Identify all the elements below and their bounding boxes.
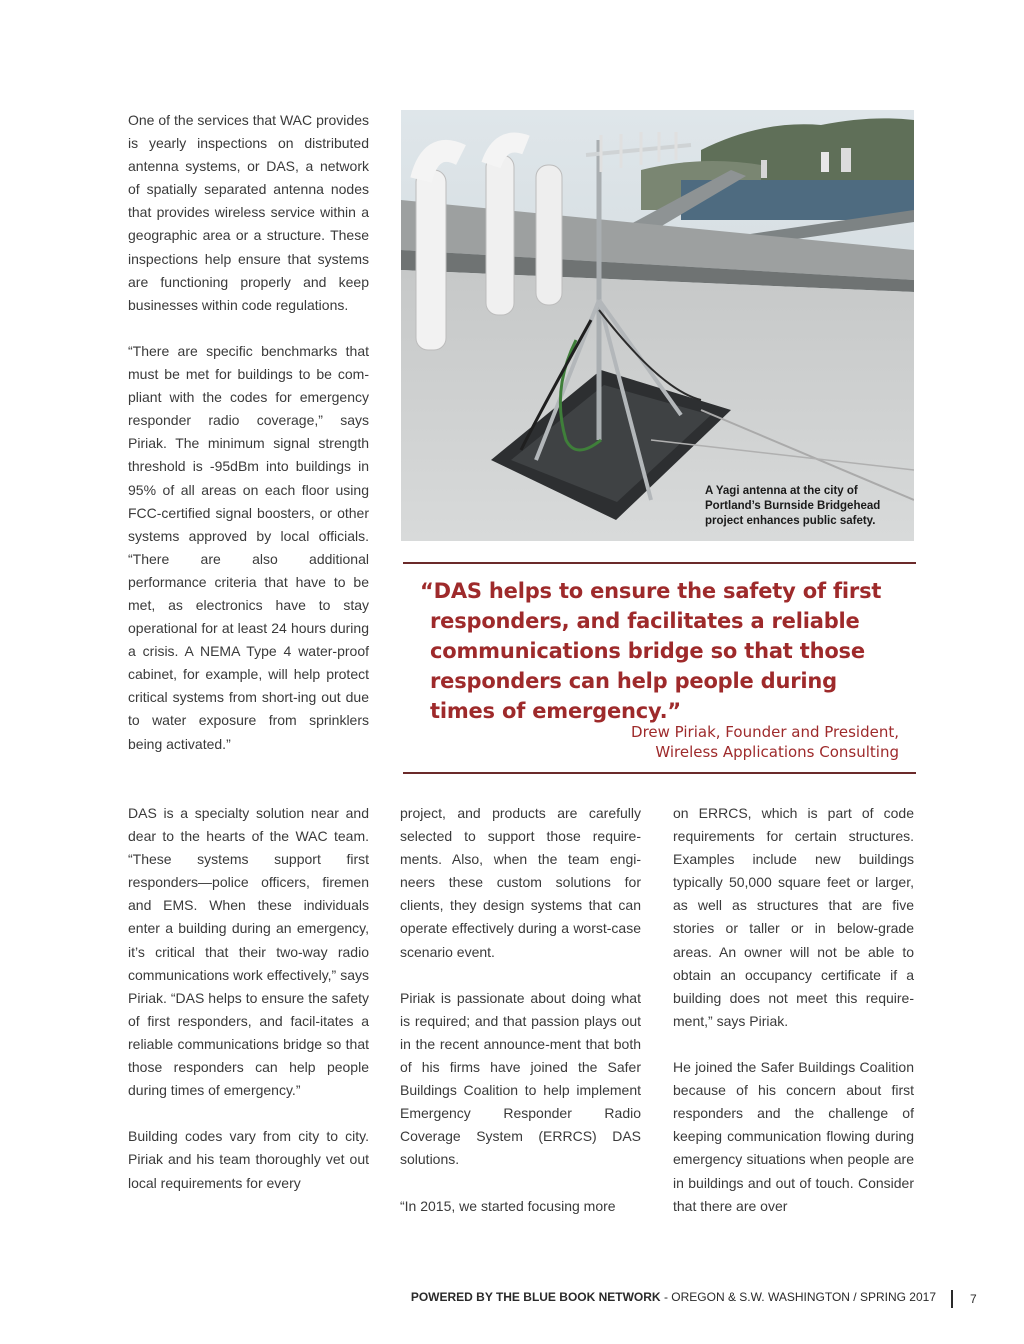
footer-edition: - OREGON & S.W. WASHINGTON / SPRING 2017 — [660, 1290, 936, 1304]
body-paragraph: DAS is a specialty solution near and dear to the hearts of the WAC team. “These systems support first responders—police officers, firemen and EMS. When these individuals enter a building during an emergency, it’s critical that their two-way radio communications work effectively,” says Piriak. “DAS helps to ensure the safety of first responders, and facil-itates a reliable communications bridge so that those responders can help people during times of emergency.” — [128, 805, 369, 1099]
antenna-photo — [401, 110, 914, 541]
body-column-2 — [400, 802, 641, 1218]
body-column-1 — [128, 802, 369, 1195]
page-number: 7 — [970, 1292, 977, 1306]
body-column-3 — [673, 802, 914, 1218]
body-paragraph: project, and products are carefully selected to support those require-ments. Also, when the team engi-neers these custom solutions for clients, they design systems that can operate effectively during a worst-case scenario event. — [400, 805, 641, 960]
page-footer — [0, 1290, 936, 1304]
body-paragraph: on ERRCS, which is part of code requirements for certain structures. Examples include new buildings typically 50,000 square feet or larger, as well as structures that are five stories or taller or in below-grade areas. An owner will not be able to obtain an occupancy certificate if a building does not meet this require-ment,” says Piriak. — [673, 805, 914, 1029]
pull-quote-bottom-rule — [403, 772, 916, 774]
attribution-line: Wireless Applications Consulting — [655, 743, 899, 761]
antenna-photo-illustration — [401, 110, 914, 541]
photo-caption: A Yagi antenna at the city of Portland’s Burnside Bridgehead project enhances public safety. — [705, 485, 881, 527]
intro-paragraph: One of the services that WAC provides is yearly inspections on distributed antenna systems, or DAS, a network of spatially separated antenna nodes that provides wireless service within a geographic area or a structure. These inspections help ensure that systems are functioning properly and keep businesses within code regulations. — [128, 112, 369, 313]
pull-quote-attribution — [631, 722, 899, 762]
pull-quote — [420, 576, 900, 726]
pull-quote-top-rule — [403, 562, 916, 564]
footer-divider — [951, 1290, 953, 1308]
intro-paragraph: “There are specific benchmarks that must be met for buildings to be com-pliant with the codes for emergency responder radio coverage,” says Piriak. The minimum signal strength threshold is -95dBm into buildings in 95% of all areas on each floor using FCC-certified signal boosters, or other systems approved by local officials. “There are also additional performance criteria that have to be met, as electronics have to stay operational for at least 24 hours during a crisis. A NEMA Type 4 water-proof cabinet, for example, will help protect critical systems from short-ing out due to water exposure from sprinklers being activated.” — [128, 342, 369, 752]
footer-brand: POWERED BY THE BLUE BOOK NETWORK — [410, 1290, 661, 1304]
body-paragraph: “In 2015, we started focusing more — [400, 1197, 616, 1214]
body-paragraph: Piriak is passionate about doing what is required; and that passion plays out in the recent announce-ment that both of his firms have joined the Safer Buildings Coalition to help implement Emergency Responder Radio Coverage System (ERRCS) DAS solutions. — [400, 989, 641, 1168]
intro-column — [128, 109, 369, 756]
attribution-line: Drew Piriak, Founder and President, — [631, 723, 899, 741]
body-paragraph: He joined the Safer Buildings Coalition because of his concern about first responders and the challenge of keeping communication flowing during emergency situations when people are in buildings and out of touch. Consider that there are over — [673, 1059, 914, 1214]
body-paragraph: Building codes vary from city to city. Piriak and his team thoroughly vet out local requirements for every — [128, 1128, 369, 1191]
pull-quote-text: “DAS helps to ensure the safety of first responders, and facilitates a reliable communications bridge so that those responders can help people during times of emergency.” — [420, 579, 882, 723]
